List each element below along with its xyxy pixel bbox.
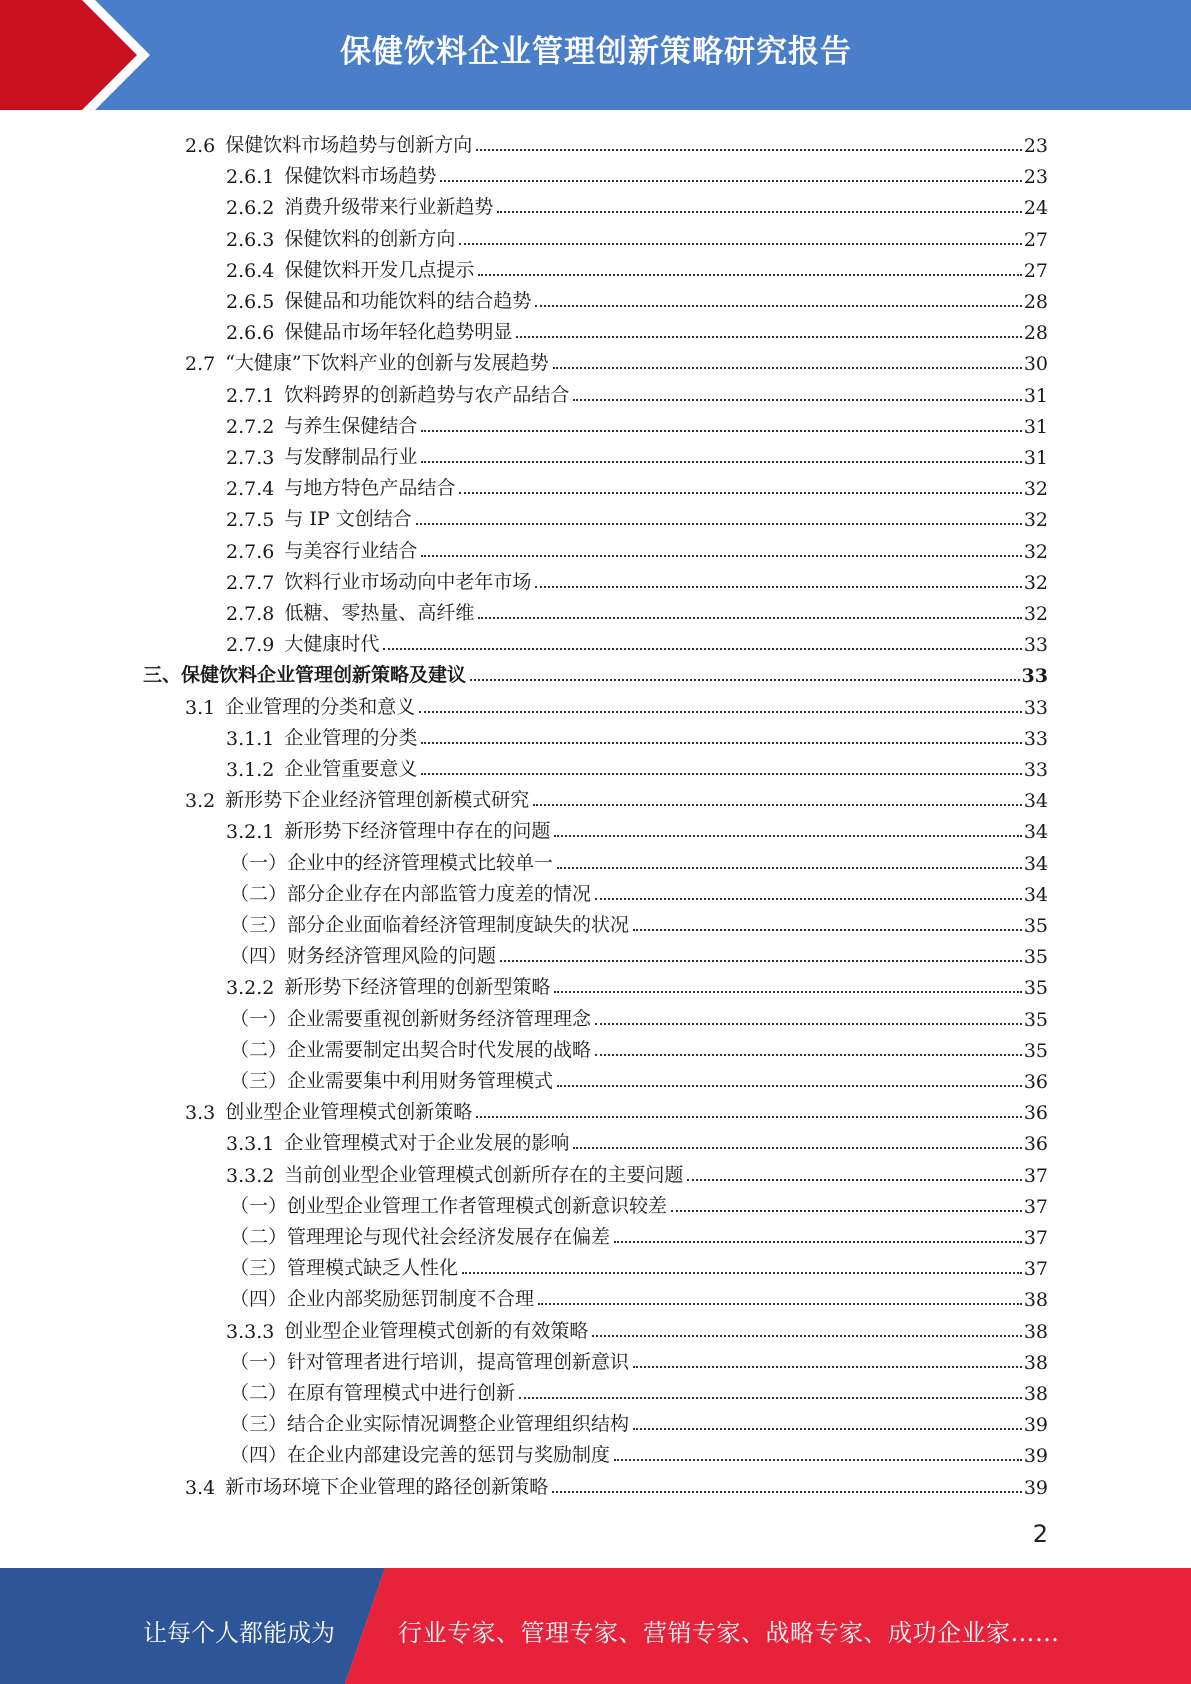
toc-entry-number: （三）: [230, 1413, 288, 1436]
toc-entry[interactable]: [185, 126, 1048, 157]
toc-entry-page: 32: [1023, 603, 1048, 625]
page-number: 2: [1032, 1520, 1048, 1548]
toc-dot-leader: [633, 929, 1022, 931]
toc-entry-number: （三）: [230, 1257, 288, 1280]
toc-dot-leader: [595, 1023, 1022, 1025]
toc-entry-title: 企业管理的分类: [284, 726, 418, 749]
toc-entry-number: 2.7.1: [226, 384, 275, 407]
toc-entry-number: 3.1.1: [226, 727, 275, 750]
toc-entry-title: 企业内部奖励惩罚制度不合理: [287, 1288, 535, 1311]
toc-entry-page: 30: [1023, 353, 1048, 376]
toc-entry[interactable]: [226, 1312, 1048, 1343]
toc-entry-page: 38: [1023, 1383, 1048, 1405]
toc-entry-page: 37: [1023, 1227, 1048, 1249]
toc-entry[interactable]: [226, 407, 1048, 438]
toc-entry-page: 36: [1023, 1071, 1048, 1093]
toc-entry-title: 大健康时代: [284, 633, 380, 656]
toc-entry-page: 31: [1023, 447, 1048, 469]
toc-dot-leader: [478, 617, 1021, 619]
toc-entry[interactable]: [226, 157, 1048, 188]
toc-entry-title: 企业需要制定出契合时代发展的战略: [287, 1038, 592, 1061]
toc-entry[interactable]: [230, 1187, 1048, 1218]
toc-dot-leader: [478, 274, 1021, 276]
toc-entry-title: 与地方特色产品结合: [284, 477, 456, 500]
toc-dot-leader: [440, 180, 1021, 182]
toc-dot-leader: [459, 243, 1021, 245]
toc-entry-page: 32: [1023, 509, 1048, 532]
toc-entry[interactable]: [185, 688, 1048, 719]
toc-entry-title: 管理模式缺乏人性化: [287, 1257, 459, 1280]
toc-entry-title: 新形势下企业经济管理创新模式研究: [225, 789, 530, 812]
toc-entry[interactable]: [230, 844, 1048, 875]
toc-dot-leader: [519, 1397, 1022, 1399]
document-title: 保健饮料企业管理创新策略研究报告: [340, 34, 852, 70]
toc-entry-page: 37: [1023, 1164, 1048, 1187]
toc-entry-page: 34: [1023, 852, 1048, 875]
toc-entry-title: 与美容行业结合: [284, 539, 418, 562]
toc-dot-leader: [533, 804, 1022, 806]
toc-dot-leader: [470, 679, 1020, 681]
toc-entry[interactable]: [230, 875, 1048, 906]
toc-entry-number: 3.1: [185, 696, 216, 719]
toc-entry[interactable]: [226, 500, 1048, 531]
toc-entry-number: （四）: [230, 1288, 288, 1311]
toc-entry-title: 保健饮料市场趋势: [284, 165, 437, 188]
toc-entry-number: 2.6.4: [226, 259, 275, 282]
toc-entry[interactable]: [230, 1249, 1048, 1280]
toc-entry-page: 32: [1023, 571, 1048, 594]
toc-entry[interactable]: [230, 1280, 1048, 1311]
toc-dot-leader: [497, 211, 1021, 213]
toc-dot-leader: [416, 523, 1022, 525]
toc-entry-number: 2.7.9: [226, 634, 275, 657]
toc-dot-leader: [421, 555, 1021, 557]
toc-entry[interactable]: [226, 563, 1048, 594]
toc-entry-page: 38: [1023, 1289, 1048, 1312]
toc-dot-leader: [671, 1210, 1022, 1212]
toc-entry[interactable]: [226, 1156, 1048, 1187]
toc-entry-number: （一）: [230, 851, 288, 874]
toc-entry-page: 36: [1023, 1133, 1048, 1156]
toc-entry-title: 低糖、零热量、高纤维: [284, 602, 475, 624]
toc-entry-title: 饮料行业市场动向中老年市场: [284, 570, 532, 593]
toc-dot-leader: [687, 1179, 1021, 1181]
toc-dot-leader: [553, 367, 1022, 369]
toc-entry-title: 针对管理者进行培训，提高管理创新意识: [287, 1350, 630, 1373]
toc-entry-page: 39: [1023, 1414, 1048, 1437]
toc-entry-title: 管理理论与现代社会经济发展存在偏差: [287, 1226, 611, 1248]
toc-entry-number: 3.1.2: [226, 759, 275, 781]
toc-entry-title: 新形势下经济管理中存在的问题: [284, 820, 551, 843]
toc-dot-leader: [459, 492, 1021, 494]
toc-entry[interactable]: [230, 1436, 1048, 1467]
toc-dot-leader: [462, 1272, 1022, 1274]
toc-entry-page: 38: [1023, 1320, 1048, 1343]
toc-dot-leader: [421, 430, 1021, 432]
toc-entry[interactable]: [230, 1343, 1048, 1374]
toc-entry-title: 财务经济管理风险的问题: [287, 945, 497, 968]
toc-entry-number: 2.7.2: [226, 415, 275, 438]
toc-entry-title: 结合企业实际情况调整企业管理组织结构: [287, 1413, 630, 1436]
toc-entry-page: 35: [1023, 1008, 1048, 1031]
toc-entry-page: 37: [1023, 1258, 1048, 1281]
toc-entry-number: 3.3.2: [226, 1164, 275, 1187]
toc-entry-number: 2.7.7: [226, 571, 275, 594]
toc-entry-number: （四）: [230, 1444, 288, 1467]
toc-dot-leader: [500, 960, 1022, 962]
toc-dot-leader: [383, 648, 1021, 650]
toc-entry[interactable]: [226, 469, 1048, 500]
toc-entry-number: （三）: [230, 914, 288, 936]
toc-entry[interactable]: [230, 937, 1048, 968]
toc-entry-title: 部分企业面临着经济管理制度缺失的状况: [287, 914, 630, 936]
toc-dot-leader: [419, 711, 1022, 713]
toc-entry-title: 保健饮料市场趋势与创新方向: [225, 134, 473, 156]
toc-entry-title: 企业中的经济管理模式比较单一: [287, 851, 554, 874]
toc-entry-page: 36: [1023, 1102, 1048, 1125]
toc-entry-number: 2.7.5: [226, 509, 275, 532]
toc-entry-title: 企业管理模式对于企业发展的影响: [284, 1132, 570, 1155]
toc-entry-title: 企业管重要意义: [284, 758, 418, 780]
toc-entry[interactable]: [226, 376, 1048, 407]
toc-entry[interactable]: [226, 282, 1048, 313]
toc-entry-number: 2.6: [185, 135, 216, 157]
toc-entry-title: 企业管理的分类和意义: [225, 695, 416, 718]
toc-entry-title: 与 IP 文创结合: [284, 508, 412, 531]
toc-entry-number: （二）: [230, 1382, 288, 1404]
toc-entry-page: 31: [1023, 384, 1048, 407]
toc-entry-title: 在原有管理模式中进行创新: [287, 1382, 516, 1404]
toc-entry[interactable]: [226, 532, 1048, 563]
toc-entry[interactable]: [226, 188, 1048, 219]
toc-entry[interactable]: [185, 1468, 1048, 1499]
toc-entry[interactable]: [226, 220, 1048, 251]
toc-dot-leader: [614, 1241, 1022, 1243]
toc-entry-page: 38: [1023, 1351, 1048, 1374]
toc-entry[interactable]: [230, 1000, 1048, 1031]
toc-entry-page: 33: [1021, 665, 1048, 688]
toc-entry-page: 27: [1023, 259, 1048, 282]
toc-entry-title: 饮料跨界的创新趋势与农产品结合: [284, 383, 570, 406]
toc-entry-page: 39: [1023, 1445, 1048, 1468]
toc-entry-page: 33: [1023, 759, 1048, 781]
toc-dot-leader: [535, 586, 1021, 588]
toc-entry-title: 保健饮料的创新方向: [284, 227, 456, 250]
toc-entry-number: 2.7: [185, 353, 216, 376]
toc-dot-leader: [595, 898, 1022, 900]
toc-entry[interactable]: [226, 1124, 1048, 1155]
toc-entry-page: 35: [1023, 977, 1048, 1000]
toc-dot-leader: [516, 336, 1021, 338]
toc-entry-number: 3.4: [185, 1476, 216, 1499]
toc-dot-leader: [476, 1116, 1022, 1118]
toc-entry-title: 与发酵制品行业: [284, 446, 418, 468]
toc-entry-page: 34: [1023, 790, 1048, 813]
toc-entry-page: 33: [1023, 727, 1048, 750]
page-footer: [0, 1568, 1191, 1684]
toc-entry[interactable]: [230, 1062, 1048, 1093]
toc-entry[interactable]: [143, 656, 1048, 687]
toc-entry-page: 35: [1023, 915, 1048, 937]
toc-entry-title: 保健品市场年轻化趋势明显: [284, 321, 513, 344]
toc-dot-leader: [595, 1054, 1022, 1056]
toc-entry[interactable]: [226, 313, 1048, 344]
toc-entry[interactable]: [226, 594, 1048, 625]
toc-entry-title: 新形势下经济管理的创新型策略: [284, 976, 551, 999]
toc-entry-number: 2.6.1: [226, 166, 275, 189]
toc-entry-page: 28: [1023, 291, 1048, 313]
toc-dot-leader: [557, 867, 1022, 869]
toc-entry-title: 当前创业型企业管理模式创新所存在的主要问题: [284, 1163, 684, 1186]
toc-entry[interactable]: [185, 781, 1048, 812]
toc-dot-leader: [554, 991, 1021, 993]
toc-entry[interactable]: [230, 1218, 1048, 1249]
toc-entry[interactable]: [226, 750, 1048, 781]
toc-entry-title: 企业需要集中利用财务管理模式: [287, 1070, 554, 1092]
toc-dot-leader: [421, 742, 1021, 744]
footer-slogan-right: 行业专家、管理专家、营销专家、战略专家、成功企业家……: [398, 1619, 1060, 1647]
toc-entry-title: 消费升级带来行业新趋势: [284, 196, 494, 219]
toc-dot-leader: [421, 461, 1021, 463]
toc-dot-leader: [421, 773, 1021, 775]
toc-entry-title: 与养生保健结合: [284, 414, 418, 437]
toc-entry-number: 2.6.5: [226, 291, 275, 313]
toc-entry[interactable]: [230, 906, 1048, 937]
toc-entry-title: 保健饮料开发几点提示: [284, 258, 475, 281]
toc-entry-page: 28: [1023, 322, 1048, 345]
toc-entry-number: 2.7.4: [226, 478, 275, 501]
toc-entry-page: 23: [1023, 166, 1048, 189]
toc-entry-number: 2.6.2: [226, 197, 275, 220]
toc-entry-page: 32: [1023, 540, 1048, 563]
toc-entry[interactable]: [226, 812, 1048, 843]
toc-entry-title: 部分企业存在内部监管力度差的情况: [287, 882, 592, 905]
toc-entry-page: 34: [1023, 883, 1048, 906]
toc-entry-number: 三、: [143, 664, 182, 687]
toc-entry-number: （三）: [230, 1070, 288, 1092]
toc-entry-title: 保健饮料企业管理创新策略及建议: [181, 664, 467, 687]
toc-entry-title: 创业型企业管理模式创新策略: [225, 1101, 473, 1124]
toc-entry-page: 24: [1023, 197, 1048, 220]
toc-entry[interactable]: [226, 438, 1048, 469]
toc-dot-leader: [476, 149, 1022, 151]
toc-entry-title: 在企业内部建设完善的惩罚与奖励制度: [287, 1444, 611, 1467]
toc-entry-page: 34: [1023, 821, 1048, 844]
toc-entry-number: 2.6.6: [226, 322, 275, 345]
page-header: [0, 0, 1191, 110]
toc-entry-page: 33: [1023, 696, 1048, 719]
toc-entry[interactable]: [185, 1093, 1048, 1124]
toc-dot-leader: [538, 1303, 1022, 1305]
toc-dot-leader: [592, 1335, 1021, 1337]
toc-entry[interactable]: [230, 1031, 1048, 1062]
toc-entry-page: 31: [1023, 415, 1048, 438]
toc-entry-title: 企业需要重视创新财务经济管理理念: [287, 1007, 592, 1030]
toc-entry-number: （四）: [230, 945, 288, 968]
toc-entry[interactable]: [185, 344, 1048, 375]
toc-entry-title: 新市场环境下企业管理的路径创新策略: [225, 1475, 549, 1498]
toc-dot-leader: [552, 1491, 1022, 1493]
toc-entry-number: （一）: [230, 1194, 288, 1217]
toc-entry-title: “大健康”下饮料产业的创新与发展趋势: [225, 352, 549, 375]
toc-entry-title: 保健品和功能饮料的结合趋势: [284, 290, 532, 312]
toc-entry-title: 创业型企业管理工作者管理模式创新意识较差: [287, 1194, 668, 1217]
toc-entry[interactable]: [230, 1405, 1048, 1436]
toc-entry-page: 27: [1023, 228, 1048, 251]
toc-entry-page: 32: [1023, 478, 1048, 501]
toc-entry-number: 3.3.3: [226, 1320, 275, 1343]
toc-entry-number: （二）: [230, 1038, 288, 1061]
toc-entry-number: （二）: [230, 882, 288, 905]
toc-entry-number: 3.3: [185, 1102, 216, 1125]
toc-entry-page: 23: [1023, 135, 1048, 157]
footer-slogan-left: 让每个人都能成为: [143, 1619, 335, 1647]
toc-entry-number: 2.6.3: [226, 228, 275, 251]
toc-entry-number: 3.2: [185, 790, 216, 813]
toc-dot-leader: [554, 835, 1021, 837]
toc-entry-number: 2.7.3: [226, 447, 275, 469]
toc-entry-number: 3.2.1: [226, 821, 275, 844]
toc-entry[interactable]: [226, 968, 1048, 999]
toc-dot-leader: [557, 1085, 1022, 1087]
toc-dot-leader: [633, 1428, 1022, 1430]
toc-dot-leader: [535, 305, 1021, 307]
toc-entry[interactable]: [226, 625, 1048, 656]
toc-dot-leader: [633, 1366, 1022, 1368]
toc-entry[interactable]: [226, 251, 1048, 282]
toc-entry-number: 2.7.6: [226, 540, 275, 563]
toc-entry-page: 39: [1023, 1476, 1048, 1499]
toc-entry-page: 35: [1023, 946, 1048, 969]
toc-dot-leader: [573, 1147, 1021, 1149]
toc-entry-number: 3.2.2: [226, 977, 275, 1000]
toc-entry-page: 35: [1023, 1039, 1048, 1062]
toc-entry-number: （一）: [230, 1007, 288, 1030]
toc-entry-page: 37: [1023, 1195, 1048, 1218]
toc-entry[interactable]: [230, 1374, 1048, 1405]
toc-entry-number: （二）: [230, 1226, 288, 1248]
toc-dot-leader: [573, 399, 1021, 401]
toc-entry-number: （一）: [230, 1350, 288, 1373]
toc-entry-page: 33: [1023, 634, 1048, 657]
toc-entry-number: 3.3.1: [226, 1133, 275, 1156]
toc-dot-leader: [614, 1459, 1022, 1461]
toc-entry-title: 创业型企业管理模式创新的有效策略: [284, 1319, 589, 1342]
toc-entry[interactable]: [226, 719, 1048, 750]
toc-entry-number: 2.7.8: [226, 603, 275, 625]
